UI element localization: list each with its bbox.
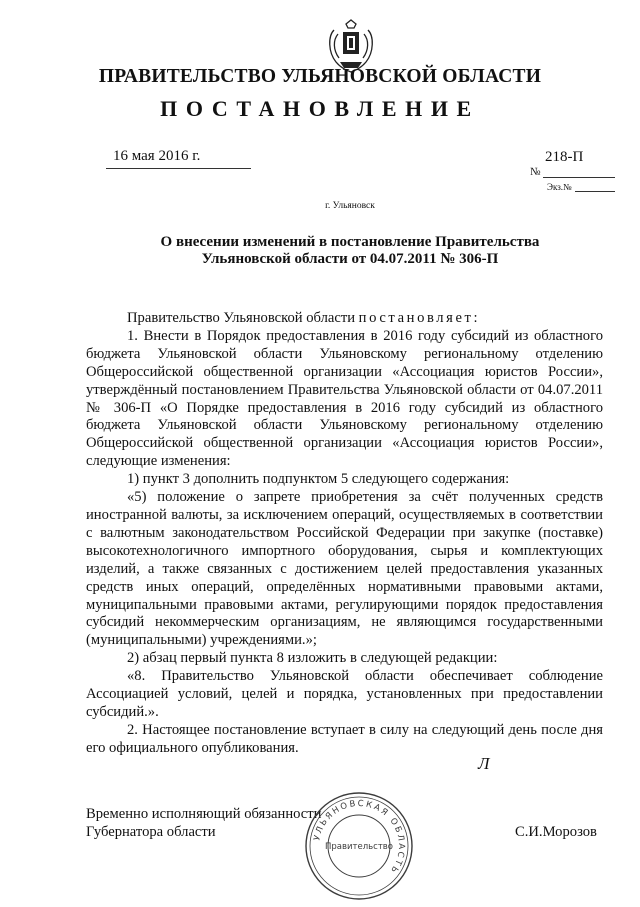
copy-underline [575, 191, 615, 192]
svg-text:Правительство: Правительство [325, 842, 393, 852]
document-type: ПОСТАНОВЛЕНИЕ [160, 96, 480, 121]
body-paragraph: 2. Настоящее постановление вступает в силу на следующий день после дня его официального опубликования. [86, 721, 603, 756]
copy-label: Экз.№ [547, 182, 572, 192]
body-paragraph: «5) положение о запрете приобретения за счёт полученных средств иностранной валюты, за исключением операций, осуществляемых в соответствии с валютным законодательством Российской Федерации при закупке (поставке) высокотехнологичного импортного оборудования, сырья и комплектующих изделий, а также связанных с достижением целей предоставления указанных средств иных операций, определённых нормативными правовыми актами, муниципальными правовыми актами, регулирующими порядок предоставления субсидий некоммерческим организациям, не являющимся государственными (муниципальными) учреждениями.»; [86, 489, 603, 649]
intro-verb: постановляет [358, 310, 474, 326]
body-paragraph: 1) пункт 3 дополнить подпунктом 5 следующего содержания: [127, 471, 510, 488]
intro-end: : [473, 310, 478, 326]
official-seal-stamp [303, 790, 415, 902]
document-title [140, 234, 560, 268]
body-paragraph: 1. Внести в Порядок предоставления в 2016 году субсидий из областного бюджета Ульяновской области Ульяновскому региональному отделению Общероссийской общественной организации «Ассоциация юристов России», утверждённый постановлением Правительства Ульяновской области от 04.07.2011 № 306-П «О Порядке предоставления в 2016 году субсидий из областного бюджета Ульяновской области Ульяновскому региональному отделению Общероссийской общественной организации «Ассоциация юристов России», следующие изменения: [86, 327, 603, 470]
intro-subject: Правительство Ульяновской области [127, 310, 359, 326]
signatory-position-line-1: Временно исполняющий обязанности [86, 806, 322, 822]
body-paragraph-intro [86, 310, 603, 328]
document-number: 218-П [545, 149, 584, 165]
svg-text:УЛЬЯНОВСКАЯ ОБЛАСТЬ: УЛЬЯНОВСКАЯ ОБЛАСТЬ [312, 798, 407, 876]
organization-name: ПРАВИТЕЛЬСТВО УЛЬЯНОВСКОЙ ОБЛАСТИ [98, 66, 542, 87]
signatory-position-line-2: Губернатора области [86, 824, 216, 840]
initial-mark: Л [478, 754, 490, 773]
number-underline [543, 177, 615, 178]
title-line-2: Ульяновской области от 04.07.2011 № 306-П [201, 251, 499, 267]
date-underline [106, 168, 251, 169]
city-name: г. Ульяновск [325, 201, 375, 211]
document-date: 16 мая 2016 г. [113, 148, 201, 164]
number-sign: № [530, 166, 541, 178]
document-body [86, 310, 603, 758]
title-line-1: О внесении изменений в постановление Правительства [160, 234, 540, 250]
body-paragraph: «8. Правительство Ульяновской области обеспечивает соблюдение Ассоциацией условий, целей и порядка, установленных при предоставлении субсидий.». [86, 668, 603, 720]
signatory-name: С.И.Морозов [515, 824, 597, 840]
body-paragraph: 2) абзац первый пункта 8 изложить в следующей редакции: [127, 650, 498, 667]
